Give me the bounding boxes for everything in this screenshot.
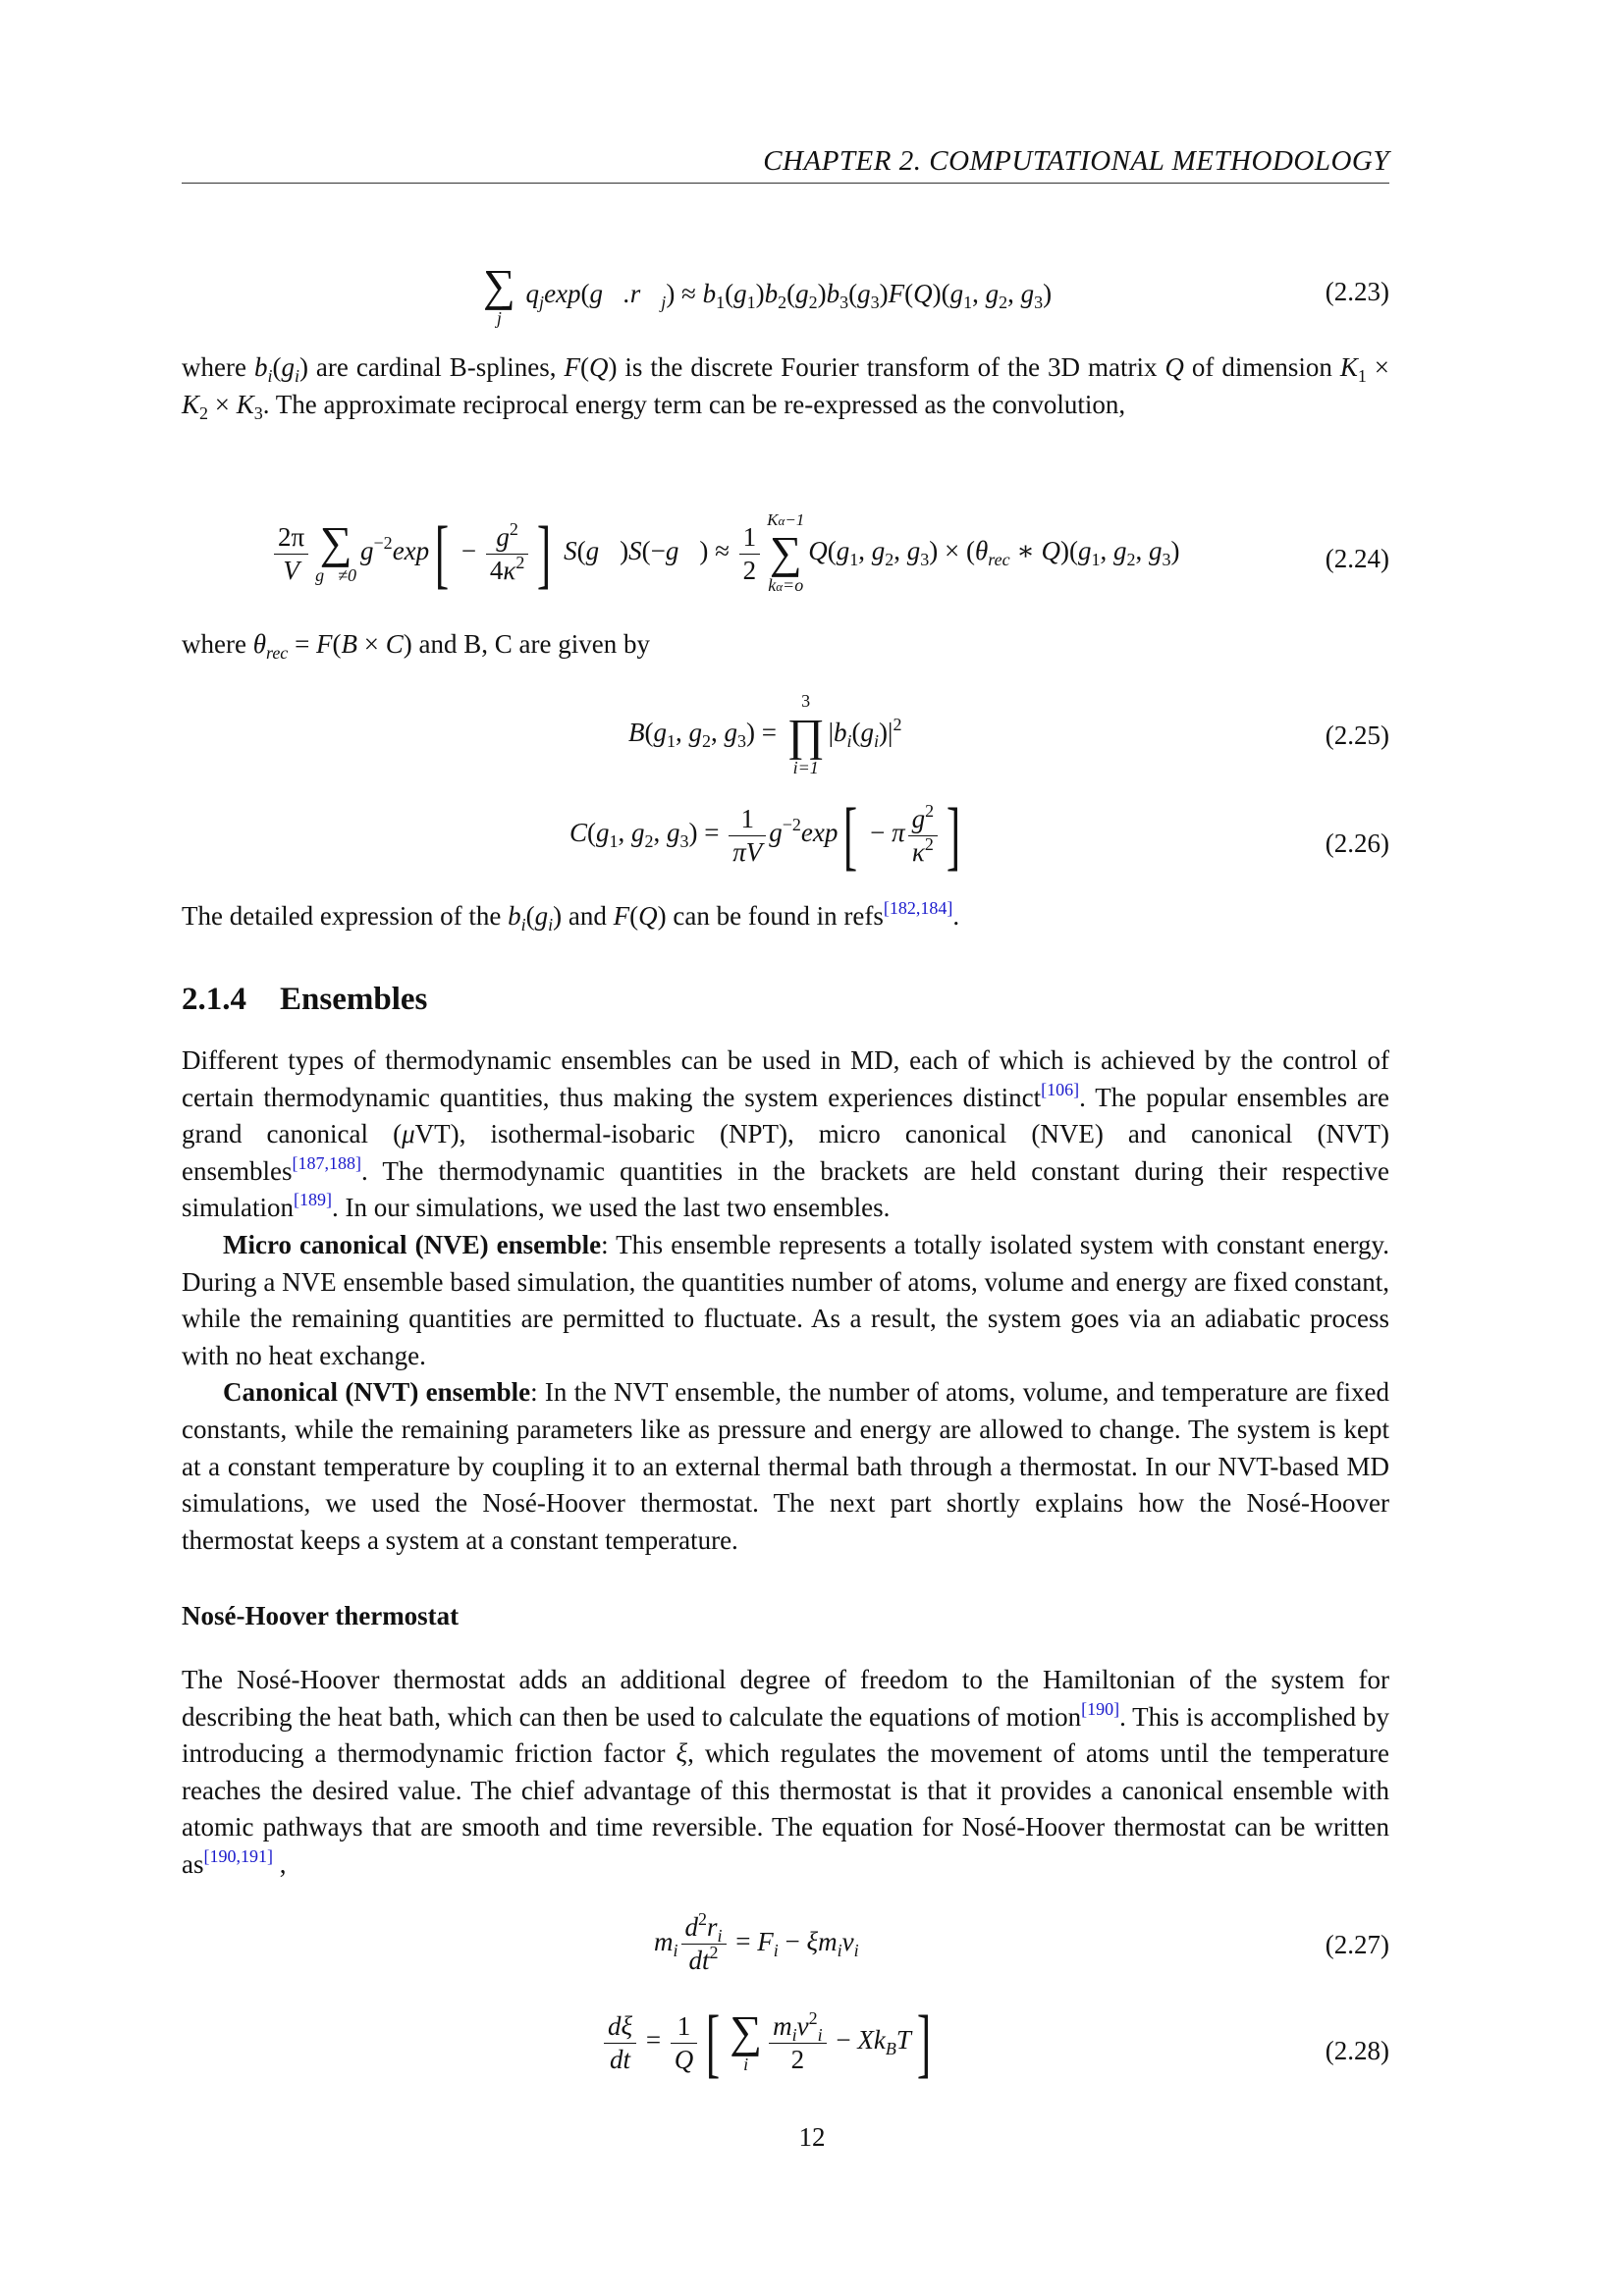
running-head: CHAPTER 2. COMPUTATIONAL METHODOLOGY (763, 145, 1389, 177)
equation-number: (2.23) (1325, 277, 1389, 306)
equation-number: (2.27) (1325, 1930, 1389, 1959)
equation-number: (2.24) (1325, 544, 1389, 573)
equation-2-27: $m_i$ $\frac{d^2r_i}{dt^2}$ = $F_i - \xi m_iv_i$ (654, 1909, 859, 1975)
subsubsection-heading: Nosé-Hoover thermostat (182, 1601, 460, 1630)
paragraph-nose-hoover: The Nosé-Hoover thermostat adds an additional degree of freedom to the Hamiltonian of the system for describing the heat bath, which can then be used to calculate the equations of motion[190]. This is accomplished by introducing a thermodynamic friction factor ξ, which regulates the movement of atoms until the temperature reaches the desired value. The chief advantage of this thermostat is that it provides a canonical ensemble with atomic pathways that are smooth and time reversible. The equation for Nosé-Hoover thermostat can be written as[190,191] , (182, 1665, 1390, 1879)
equation-number: (2.26) (1325, 828, 1389, 858)
paragraph-theta-rec: where $\theta_{rec} = F(B \times C)$ and B, C are given by (182, 629, 650, 663)
citation-link[interactable]: [182,184] (883, 898, 953, 918)
section-heading: 2.1.4 Ensembles (182, 982, 428, 1017)
equation-2-24: $\frac{2\pi}{V}$ ∑ g⃗≠0 $g^{-2}\exp$[ − $\frac{g^2}{4\kappa^2}$ ] S(g⃗)S(−g⃗) ≈ $\frac{1}{2}$ Kα−1 ∑ kα=o $Q(g_1$, $g_2$, $g_3) \times (\theta_{rec}$ ∗ $Q)(g_1$, $g_2$, $g_3$) (271, 510, 1179, 597)
equation-2-25: $B(g_1$, $g_2$, $g_3$) = 3 ∏ i=1 $|b_i(g_i)|^2$ (628, 691, 902, 777)
citation-link[interactable]: [187,188] (292, 1152, 361, 1173)
citation-link[interactable]: [190] (1081, 1698, 1120, 1719)
paragraph-nvt: Canonical (NVT) ensemble: In the NVT ensemble, the number of atoms, volume, and temperature are fixed constants, while the remaining parameters like as pressure and energy are allowed to change. The system is kept at a constant temperature by coupling it to an external thermal bath through a thermostat. In our NVT-based MD simulations, we used the Nosé-Hoover thermostat. The next part shortly explains how the Nosé-Hoover thermostat keeps a system at a constant temperature. (182, 1377, 1390, 1555)
citation-link[interactable]: [190,191] (203, 1845, 273, 1866)
equation-2-23: ∑ j $q_j\exp(g⃗.r⃗_j) \approx b_1(g_1)b_2(g_2)b_3(g_3)F(Q)(g_1$, $g_2$, $g_3$) (483, 260, 1053, 328)
paragraph-nve: Micro canonical (NVE) ensemble: This ensemble represents a totally isolated system with constant energy. During a NVE ensemble based simulation, the quantities number of atoms, volume and energy are fixed constant, while the remaining quantities are permitted to fluctuate. As a result, the system goes via an adiabatic process with no heat exchange. (182, 1229, 1389, 1370)
equation-number: (2.28) (1325, 2036, 1389, 2065)
header-rule (182, 183, 1389, 184)
ensembles-body (182, 1042, 1389, 1559)
paragraph-bsplines: where $b_i(g_i)$ are cardinal B-splines, F(Q) is the discrete Fourier transform of the 3D matrix Q of dimension $K_1 \times K_2 \times K_3$. The approximate reciprocal energy term can be re-expressed as the convolution, (182, 352, 1390, 423)
paragraph-ensembles-intro: Different types of thermodynamic ensembles can be used in MD, each of which is achieved by the control of certain thermodynamic quantities, thus making the system experiences distinct[106]. The popular ensembles are grand canonical (μVT), isothermal-isobaric (NPT), micro canonical (NVE) and canonical (NVT) ensembles[187,188]. The thermodynamic quantities in the brackets are held constant during their respective simulation[189]. In our simulations, we used the last two ensembles. (182, 1045, 1389, 1223)
equation-number: (2.25) (1325, 721, 1389, 750)
page-number: 12 (798, 2122, 826, 2152)
citation-link[interactable]: [189] (294, 1190, 332, 1210)
citation-link[interactable]: [106] (1041, 1079, 1080, 1099)
equation-2-28: $\frac{d\xi}{dt}$ = $\frac{1}{Q}$ [ ∑ i $\frac{m_iv^2_i}{2}$ − $Xk_BT$] (601, 2004, 937, 2081)
equation-2-26: $C(g_1$, $g_2$, $g_3$) = $\frac{1}{\pi V}$ $g^{-2}\exp[ - \pi$ $\frac{g^2}{\kappa^2}$ ] (569, 792, 961, 878)
paragraph-detailed-expression: The detailed expression of the $b_i(g_i)$ and F(Q) can be found in refs[182,184]. (182, 898, 960, 934)
